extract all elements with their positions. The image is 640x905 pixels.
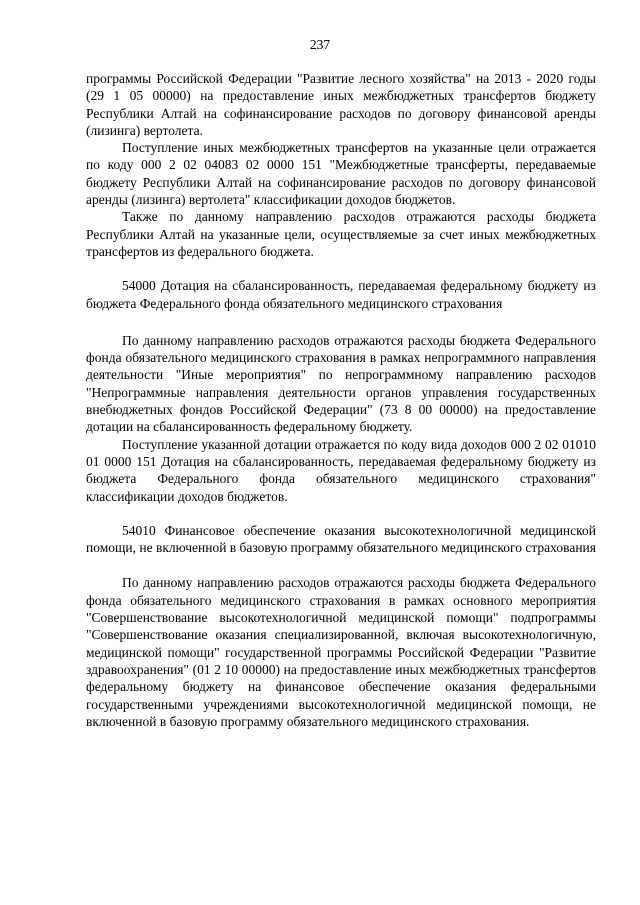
paragraph-receipt-transfers: Поступление иных межбюджетных трансфертов на указанные цели отражается по коду 000 2 02 04083 02 0000 151 "Межбюджетные трансферты, передаваемые бюджету Республики Алтай на софинансирование расходов по договору финансовой аренды (лизинга) вертолета" классификации доходов бюджетов. (86, 140, 596, 208)
paragraph-54000-receipt: Поступление указанной дотации отражается по коду вида доходов 000 2 02 01010 01 0000 151 Дотация на сбалансированность, передаваемая федеральному бюджету из бюджета Федерального фонда обязательного медицинского страхования" классификации доходов бюджетов. (86, 436, 596, 504)
paragraph-54000-description: По данному направлению расходов отражаются расходы бюджета Федерального фонда обязательного медицинского страхования в рамках непрограммного направления деятельности "Иные мероприятия" по непрограммному направлению расходов "Непрограммные направления деятельности органов управления государственных внебюджетных фондов Российской Федерации" (73 8 00 00000) на предоставление дотации на сбалансированность федеральному бюджету. (86, 332, 596, 435)
section-heading-54010: 54010 Финансовое обеспечение оказания высокотехнологичной медицинской помощи, не включенной в базовую программу обязательного медицинского страхования (86, 522, 596, 556)
paragraph-54010-description: По данному направлению расходов отражаются расходы бюджета Федерального фонда обязательного медицинского страхования в рамках основного мероприятия "Совершенствование высокотехнологичной медицинской помощи" подпрограммы "Совершенствование оказания специализированной, включая высокотехнологичную, медицинской помощи" государственной программы Российской Федерации "Развитие здравоохранения" (01 2 10 00000) на предоставление иных межбюджетных трансфертов федеральному бюджету на финансовое обеспечение оказания федеральными государственными учреждениями высокотехнологичной медицинской помощи, не включенной в базовую программу обязательного медицинского страхования. (86, 575, 596, 729)
paragraph-also-reflected: Также по данному направлению расходов отражаются расходы бюджета Республики Алтай на указанные цели, осуществляемые за счет иных межбюджетных трансфертов из федерального бюджета. (86, 209, 596, 259)
paragraph-continuation: программы Российской Федерации "Развитие лесного хозяйства" на 2013 - 2020 годы (29 1 05 00000) на предоставление иных межбюджетных трансфертов бюджету Республики Алтай на софинансирование расходов по договору финансовой аренды (лизинга) вертолета. (86, 71, 596, 138)
page-number: 237 (309, 37, 331, 52)
document-body (86, 70, 596, 730)
section-heading-54000: 54000 Дотация на сбалансированность, передаваемая федеральному бюджету из бюджета Федерального фонда обязательного медицинского страхования (86, 278, 596, 311)
